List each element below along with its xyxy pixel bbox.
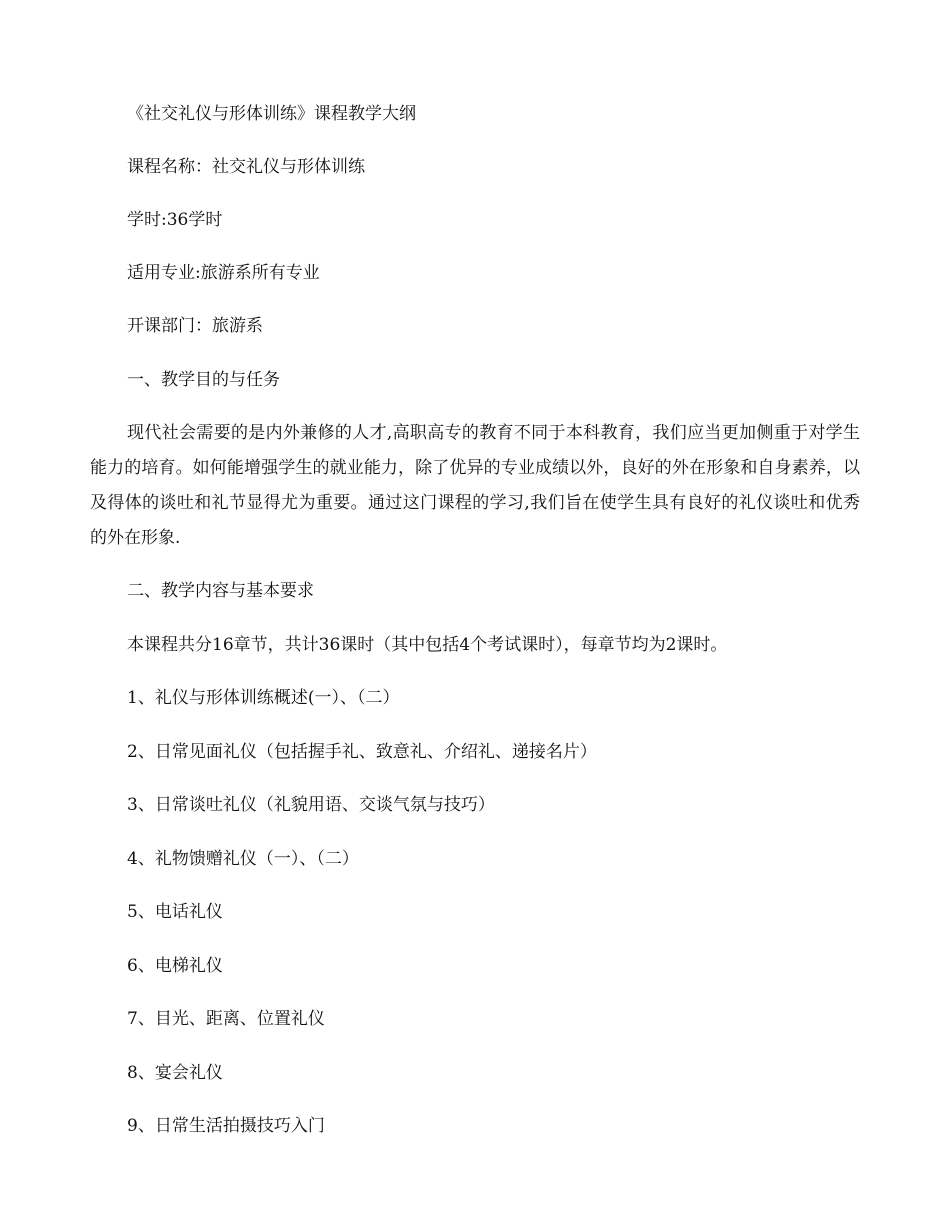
document-title: 《社交礼仪与形体训练》课程教学大纲 — [127, 104, 416, 124]
department: 开课部门：旅游系 — [127, 316, 263, 336]
list-item: 4、礼物馈赠礼仪（一）、（二） — [127, 849, 359, 869]
list-item: 9、日常生活拍摄技巧入门 — [127, 1116, 325, 1136]
list-item: 7、目光、距离、位置礼仪 — [127, 1009, 325, 1029]
list-item: 2、日常见面礼仪（包括握手礼、致意礼、介绍礼、递接名片） — [127, 742, 597, 762]
list-item: 5、电话礼仪 — [127, 902, 223, 922]
section-heading-purpose: 一、教学目的与任务 — [127, 370, 280, 390]
course-hours: 学时:36学时 — [127, 210, 223, 230]
content-intro: 本课程共分16章节，共计36课时（其中包括4个考试课时），每章节均为2课时。 — [127, 635, 728, 655]
section-heading-content: 二、教学内容与基本要求 — [127, 581, 314, 601]
list-item: 1、礼仪与形体训练概述(一）、（二） — [127, 688, 400, 708]
list-item: 6、电梯礼仪 — [127, 956, 223, 976]
course-name: 课程名称：社交礼仪与形体训练 — [127, 157, 365, 177]
list-item: 3、日常谈吐礼仪（礼貌用语、交谈气氛与技巧） — [127, 795, 495, 815]
list-item: 8、宴会礼仪 — [127, 1063, 223, 1083]
purpose-paragraph: 现代社会需要的是内外兼修的人才,高职高专的教育不同于本科教育，我们应当更加侧重于对学生能力的培育。如何能增强学生的就业能力，除了优异的专业成绩以外，良好的外在形象和自身素养，以及得体的谈吐和礼节显得尤为重要。通过这门课程的学习,我们旨在使学生具有良好的礼仪谈吐和优秀的外在形象. — [90, 423, 860, 548]
applicable-majors: 适用专业:旅游系所有专业 — [127, 263, 320, 283]
